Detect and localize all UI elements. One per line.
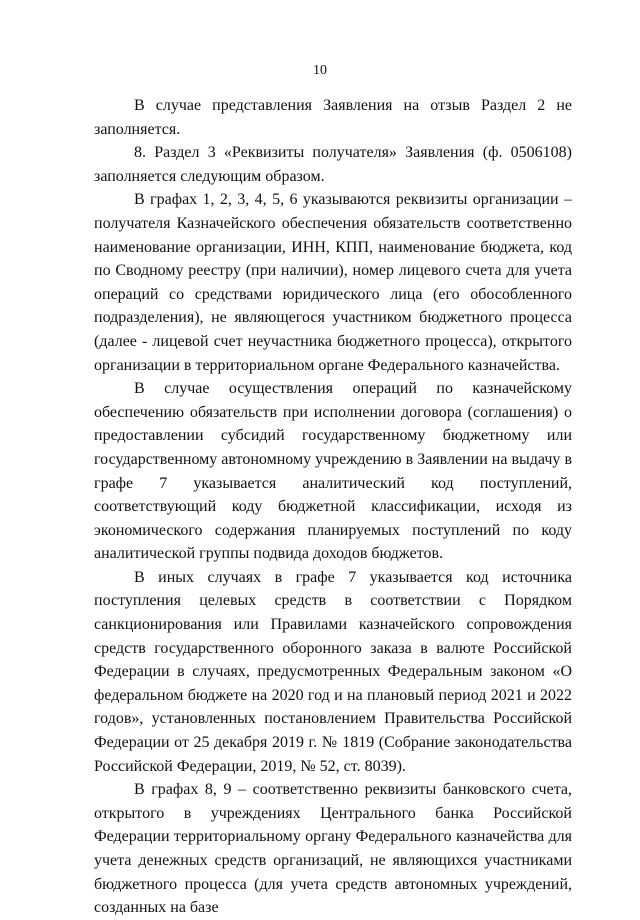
paragraph-5: В иных случаях в графе 7 указывается код источника поступления целевых средств в соответствии с Порядком санкционирования или Правилами казначейского сопровождения средств государственного оборонного заказа в валюте Российской Федерации в случаях, предусмотренных Федеральным законом «О федеральном бюджете на 2020 год и на плановый период 2021 и 2022 годов», установленных постановлением Правительства Российской Федерации от 25 декабря 2019 г. № 1819 (Собрание законодательства Российской Федерации, 2019, № 52, ст. 8039).	[94, 568, 572, 775]
document-body	[94, 94, 572, 920]
paragraph-6: В графах 8, 9 – соответственно реквизиты банковского счета, открытого в учреждениях Центрального банка Российской Федерации территориальному органу Федерального казначейства для учета денежных средств организаций, не являющихся участниками бюджетного процесса (для учета средств автономных учреждений, созданных на базе	[94, 781, 572, 917]
paragraph-3: В графах 1, 2, 3, 4, 5, 6 указываются реквизиты организации – получателя Казначейского обеспечения обязательств соответственно наименование организации, ИНН, КПП, наименование бюджета, код по Сводному реестру (при наличии), номер лицевого счета для учета операций со средствами юридического лица (его обособленного подразделения), не являющегося участником бюджетного процесса (далее - лицевой счет неучастника бюджетного процесса), открытого организации в территориальном органе Федерального казначейства.	[94, 191, 572, 374]
paragraph-1: В случае представления Заявления на отзыв Раздел 2 не заполняется.	[94, 97, 572, 138]
page-number: 10	[313, 63, 327, 78]
paragraph-4: В случае осуществления операций по казначейскому обеспечению обязательств при исполнении договора (соглашения) о предоставлении субсидий государственному бюджетному или государственному автономному учреждению в Заявлении на выдачу в графе 7 указывается аналитический код поступлений, соответствующий коду бюджетной классификации, исходя из экономического содержания планируемых поступлений по коду аналитической группы подвида доходов бюджетов.	[94, 380, 572, 563]
paragraph-2: 8. Раздел 3 «Реквизиты получателя» Заявления (ф. 0506108) заполняется следующим образом.	[94, 144, 572, 185]
